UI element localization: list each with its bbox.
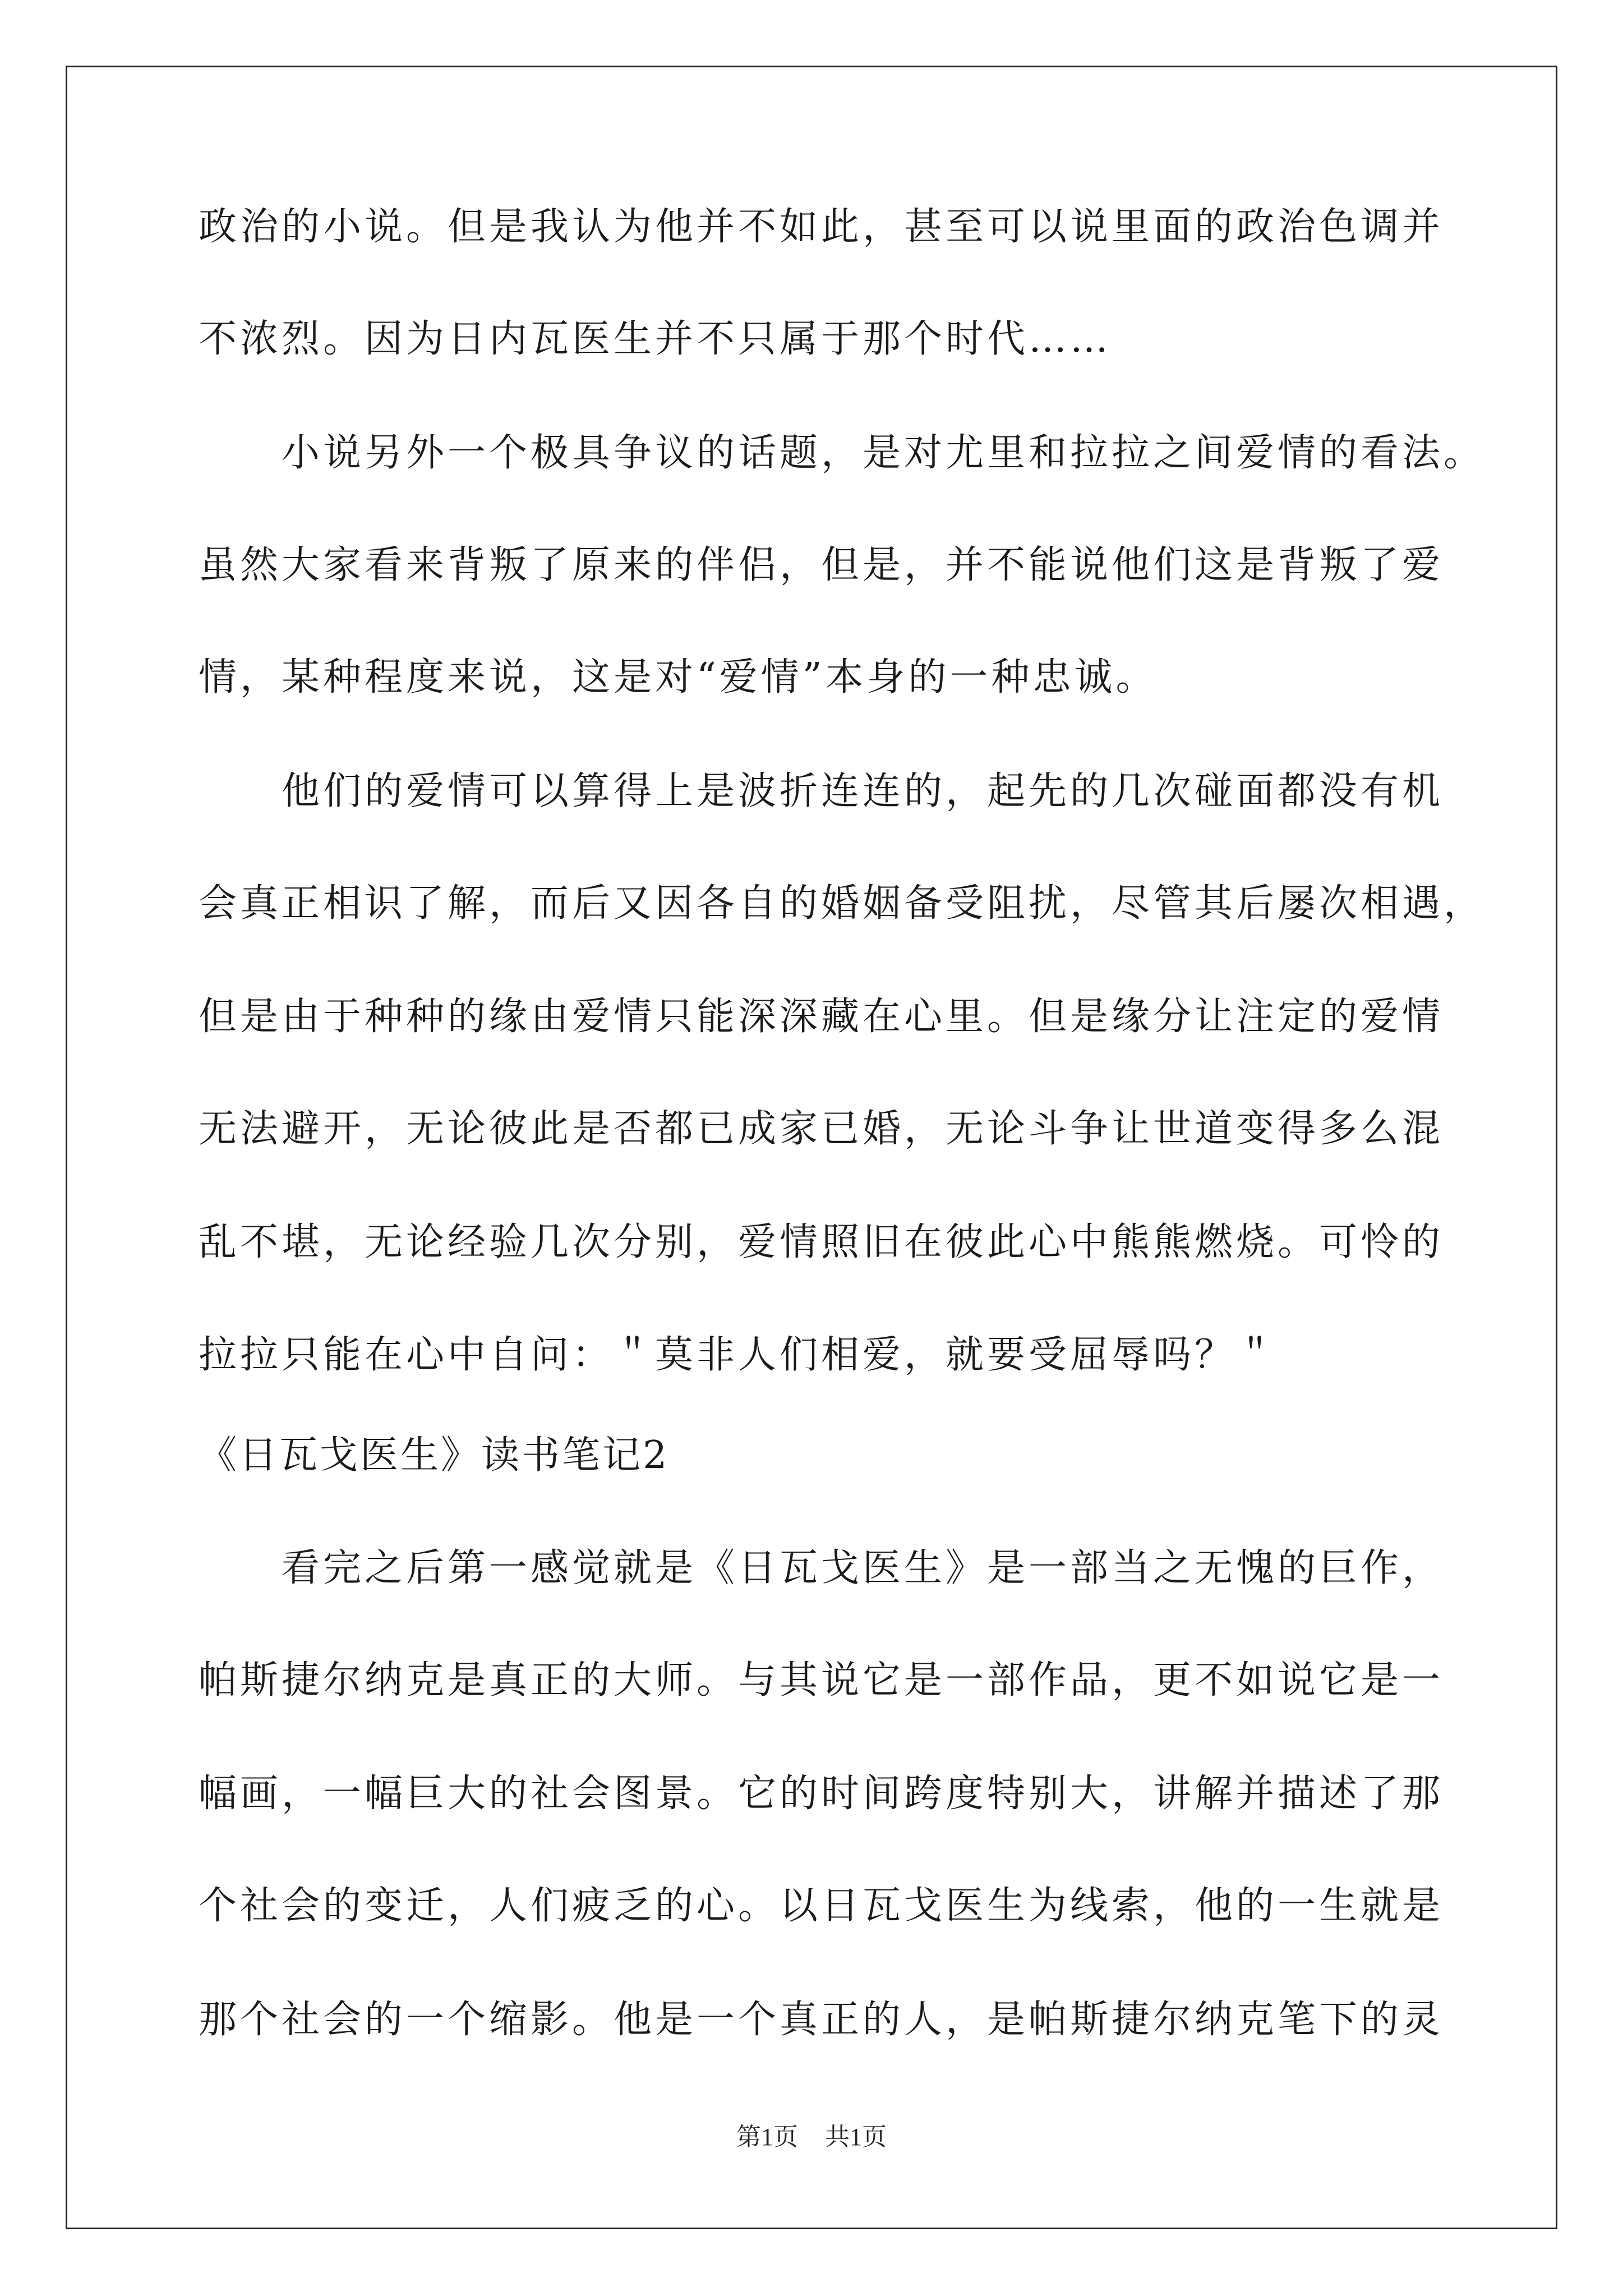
text-line: 不浓烈。因为日内瓦医生并不只属于那个时代……	[199, 317, 1112, 361]
section-heading: 《日瓦戈医生》读书笔记2	[199, 1433, 670, 1478]
page-footer	[0, 2120, 1623, 2154]
text-line: 无法避开，无论彼此是否都已成家已婚，无论斗争让世道变得多么混	[199, 1107, 1444, 1151]
paragraph-start-line: 看完之后第一感觉就是《日瓦戈医生》是一部当之无愧的巨作，	[282, 1546, 1444, 1590]
text-line: 政治的小说。但是我认为他并不如此，甚至可以说里面的政治色调并	[199, 205, 1444, 249]
text-line: 那个社会的一个缩影。他是一个真正的人，是帕斯捷尔纳克笔下的灵	[199, 1998, 1444, 2042]
text-line: 幅画，一幅巨大的社会图景。它的时间跨度特别大，讲解并描述了那	[199, 1772, 1444, 1816]
text-line: 会真正相识了解，而后又因各自的婚姻备受阻扰，尽管其后屡次相遇，	[199, 881, 1486, 926]
paragraph-start-line: 小说另外一个极具争议的话题，是对尤里和拉拉之间爱情的看法。	[282, 431, 1486, 475]
page-number: 第1页	[736, 2123, 798, 2151]
text-line: 但是由于种种的缘由爱情只能深深藏在心里。但是缘分让注定的爱情	[199, 995, 1444, 1039]
text-line: 情，某种程度来说，这是对“爱情”本身的一种忠诚。	[199, 655, 1158, 700]
page-total: 共1页	[825, 2123, 887, 2151]
text-line: 拉拉只能在心中自问：＂莫非人们相爱，就要受屈辱吗？＂	[199, 1333, 1278, 1377]
paragraph-start-line: 他们的爱情可以算得上是波折连连的，起先的几次碰面都没有机	[282, 769, 1444, 813]
text-line: 个社会的变迁，人们疲乏的心。以日瓦戈医生为线索，他的一生就是	[199, 1884, 1444, 1928]
text-line: 帕斯捷尔纳克是真正的大师。与其说它是一部作品，更不如说它是一	[199, 1658, 1444, 1703]
text-line: 乱不堪，无论经验几次分别，爱情照旧在彼此心中熊熊燃烧。可怜的	[199, 1220, 1444, 1264]
text-line: 虽然大家看来背叛了原来的伴侣，但是，并不能说他们这是背叛了爱	[199, 543, 1444, 587]
